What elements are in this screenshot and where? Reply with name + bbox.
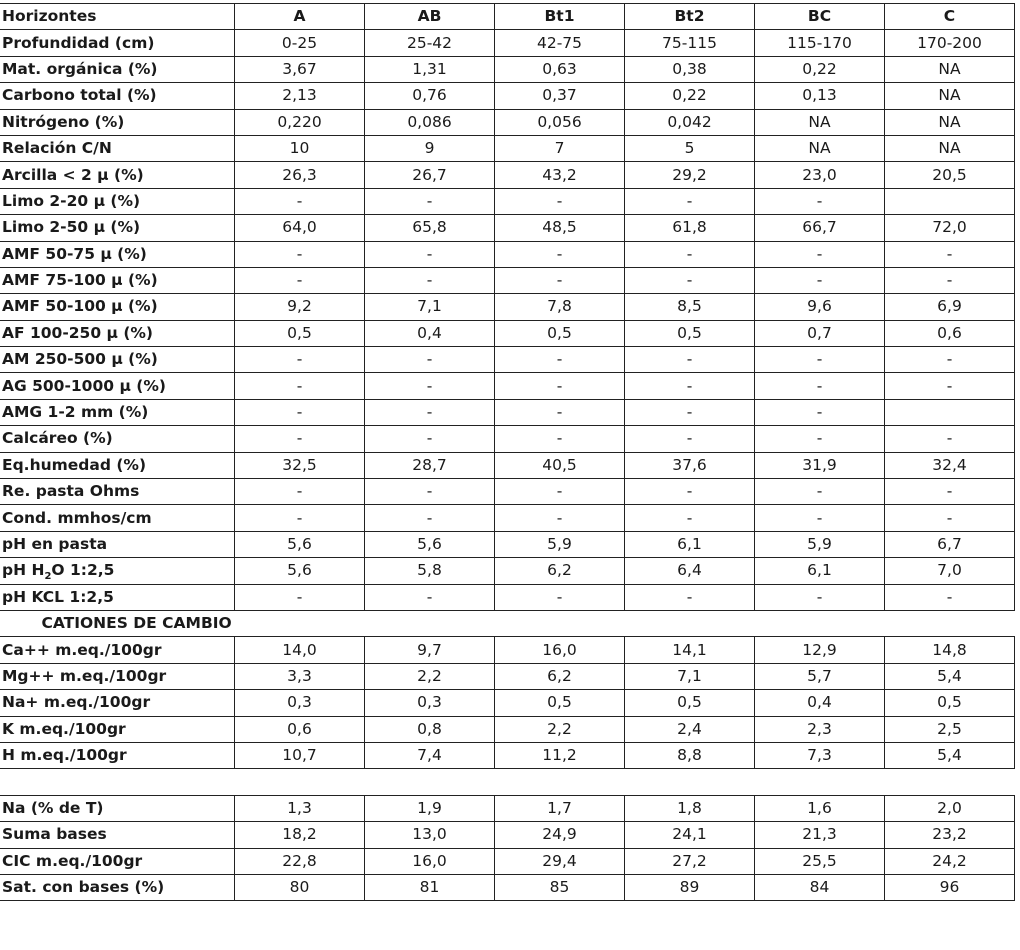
table-cell: 12,9 bbox=[755, 637, 885, 663]
table-cell: 0,5 bbox=[885, 690, 1015, 716]
section-title: CATIONES DE CAMBIO bbox=[41, 614, 232, 633]
table-cell: - bbox=[365, 241, 495, 267]
table-cell: - bbox=[495, 347, 625, 373]
table-cell: 20,5 bbox=[885, 162, 1015, 188]
row-label: Calcáreo (%) bbox=[0, 426, 235, 452]
table-cell: 7,8 bbox=[495, 294, 625, 320]
table-cell: 6,2 bbox=[495, 558, 625, 584]
table-cell: 24,9 bbox=[495, 822, 625, 848]
table-cell: - bbox=[495, 584, 625, 610]
table-cell: - bbox=[755, 241, 885, 267]
table-cell: 3,67 bbox=[235, 56, 365, 82]
table-cell: - bbox=[365, 188, 495, 214]
row-label: CIC m.eq./100gr bbox=[0, 848, 235, 874]
column-header-bt2: Bt2 bbox=[625, 4, 755, 30]
table-cell: 28,7 bbox=[365, 452, 495, 478]
row-label: K m.eq./100gr bbox=[0, 716, 235, 742]
table-row bbox=[0, 188, 1015, 214]
table-row bbox=[0, 822, 1015, 848]
table-cell: 3,3 bbox=[235, 663, 365, 689]
section-header-row bbox=[0, 610, 1015, 636]
table-cell: 22,8 bbox=[235, 848, 365, 874]
row-label: Limo 2-20 µ (%) bbox=[0, 188, 235, 214]
table-cell: - bbox=[885, 241, 1015, 267]
table-cell: NA bbox=[885, 109, 1015, 135]
table-row bbox=[0, 347, 1015, 373]
table-cell: 0,3 bbox=[365, 690, 495, 716]
table-cell: - bbox=[625, 479, 755, 505]
column-header-bt1: Bt1 bbox=[495, 4, 625, 30]
row-label: Na+ m.eq./100gr bbox=[0, 690, 235, 716]
table-cell: 2,2 bbox=[365, 663, 495, 689]
table-cell: 0,76 bbox=[365, 83, 495, 109]
table-cell: 2,0 bbox=[885, 795, 1015, 821]
table-cell: 16,0 bbox=[495, 637, 625, 663]
table-cell: 23,0 bbox=[755, 162, 885, 188]
table-cell: 32,5 bbox=[235, 452, 365, 478]
table-row bbox=[0, 30, 1015, 56]
table-cell: 0,5 bbox=[235, 320, 365, 346]
table-cell: 1,8 bbox=[625, 795, 755, 821]
summary-body bbox=[0, 795, 1015, 901]
table-cell: 0,4 bbox=[365, 320, 495, 346]
table-cell: 14,0 bbox=[235, 637, 365, 663]
table-cell: - bbox=[235, 479, 365, 505]
table-cell: 29,4 bbox=[495, 848, 625, 874]
table-cell: 66,7 bbox=[755, 215, 885, 241]
table-row bbox=[0, 109, 1015, 135]
table-cell: - bbox=[365, 505, 495, 531]
table-cell: - bbox=[235, 347, 365, 373]
table-cell: - bbox=[495, 399, 625, 425]
table-cell: 0,22 bbox=[755, 56, 885, 82]
table-cell: 9 bbox=[365, 135, 495, 161]
table-row bbox=[0, 83, 1015, 109]
table-cell: 7,0 bbox=[885, 558, 1015, 584]
table-cell: 0,8 bbox=[365, 716, 495, 742]
table-cell: 65,8 bbox=[365, 215, 495, 241]
table-cell: 8,8 bbox=[625, 742, 755, 768]
table-cell: 0,6 bbox=[885, 320, 1015, 346]
table-cell: - bbox=[755, 347, 885, 373]
table-cell: 42-75 bbox=[495, 30, 625, 56]
column-header-bc: BC bbox=[755, 4, 885, 30]
table-cell: 48,5 bbox=[495, 215, 625, 241]
row-label: Limo 2-50 µ (%) bbox=[0, 215, 235, 241]
table-cell: 0-25 bbox=[235, 30, 365, 56]
table-cell: 0,7 bbox=[755, 320, 885, 346]
soil-analysis-table bbox=[0, 3, 1015, 901]
row-label: Cond. mmhos/cm bbox=[0, 505, 235, 531]
table-cell: - bbox=[235, 267, 365, 293]
row-label: Ca++ m.eq./100gr bbox=[0, 637, 235, 663]
table-cell: 5,4 bbox=[885, 742, 1015, 768]
table-cell: 5,6 bbox=[235, 558, 365, 584]
table-cell: 5,9 bbox=[755, 531, 885, 557]
table-cell: 14,8 bbox=[885, 637, 1015, 663]
row-label: AG 500-1000 µ (%) bbox=[0, 373, 235, 399]
table-row bbox=[0, 637, 1015, 663]
table-cell: - bbox=[235, 373, 365, 399]
table-cell: - bbox=[235, 241, 365, 267]
table-cell: 0,5 bbox=[495, 690, 625, 716]
table-cell: 0,5 bbox=[625, 690, 755, 716]
table-cell: 5,9 bbox=[495, 531, 625, 557]
table-cell: - bbox=[755, 479, 885, 505]
table-cell: - bbox=[755, 426, 885, 452]
table-cell: 7,1 bbox=[365, 294, 495, 320]
table-cell bbox=[885, 188, 1015, 214]
table-cell: 0,042 bbox=[625, 109, 755, 135]
table-cell: - bbox=[625, 505, 755, 531]
row-label: AMF 50-100 µ (%) bbox=[0, 294, 235, 320]
table-cell: 0,13 bbox=[755, 83, 885, 109]
row-label: Re. pasta Ohms bbox=[0, 479, 235, 505]
table-cell: 7,3 bbox=[755, 742, 885, 768]
table-cell: 11,2 bbox=[495, 742, 625, 768]
table-cell: 31,9 bbox=[755, 452, 885, 478]
table-cell: - bbox=[755, 267, 885, 293]
cations-body bbox=[0, 637, 1015, 769]
table-cell: 0,6 bbox=[235, 716, 365, 742]
table-cell: - bbox=[365, 479, 495, 505]
table-row bbox=[0, 742, 1015, 768]
table-cell: - bbox=[885, 267, 1015, 293]
table-cell: 5,6 bbox=[365, 531, 495, 557]
table-cell: 0,5 bbox=[625, 320, 755, 346]
table-row bbox=[0, 426, 1015, 452]
table-row bbox=[0, 848, 1015, 874]
table-cell: 26,3 bbox=[235, 162, 365, 188]
table-cell: - bbox=[235, 505, 365, 531]
table-row bbox=[0, 505, 1015, 531]
table-cell: - bbox=[235, 188, 365, 214]
spacer-row bbox=[0, 769, 1015, 795]
row-label: AF 100-250 µ (%) bbox=[0, 320, 235, 346]
table-cell: 1,3 bbox=[235, 795, 365, 821]
table-cell: 16,0 bbox=[365, 848, 495, 874]
table-cell: 0,220 bbox=[235, 109, 365, 135]
table-cell: - bbox=[495, 505, 625, 531]
table-cell: - bbox=[625, 241, 755, 267]
table-cell: 2,2 bbox=[495, 716, 625, 742]
table-cell: 29,2 bbox=[625, 162, 755, 188]
table-cell: - bbox=[495, 373, 625, 399]
table-row bbox=[0, 135, 1015, 161]
table-cell: - bbox=[755, 505, 885, 531]
table-row bbox=[0, 874, 1015, 900]
table-cell: - bbox=[885, 373, 1015, 399]
spacer-section bbox=[0, 769, 1015, 795]
table-cell: - bbox=[755, 584, 885, 610]
table-cell: 170-200 bbox=[885, 30, 1015, 56]
table-cell: 7,4 bbox=[365, 742, 495, 768]
table-cell: - bbox=[625, 267, 755, 293]
table-cell: 2,3 bbox=[755, 716, 885, 742]
table-row bbox=[0, 399, 1015, 425]
table-cell: 64,0 bbox=[235, 215, 365, 241]
table-cell: NA bbox=[755, 109, 885, 135]
table-row bbox=[0, 690, 1015, 716]
table-cell: 1,6 bbox=[755, 795, 885, 821]
table-cell: 115-170 bbox=[755, 30, 885, 56]
table-cell: 96 bbox=[885, 874, 1015, 900]
table-cell: 26,7 bbox=[365, 162, 495, 188]
table-cell: 14,1 bbox=[625, 637, 755, 663]
table-cell: - bbox=[755, 373, 885, 399]
table-row bbox=[0, 294, 1015, 320]
table-row bbox=[0, 215, 1015, 241]
table-cell: 8,5 bbox=[625, 294, 755, 320]
table-cell: 0,056 bbox=[495, 109, 625, 135]
row-label: AMF 50-75 µ (%) bbox=[0, 241, 235, 267]
row-label: Na (% de T) bbox=[0, 795, 235, 821]
table-cell: 9,6 bbox=[755, 294, 885, 320]
row-label: pH KCL 1:2,5 bbox=[0, 584, 235, 610]
table-cell: 6,2 bbox=[495, 663, 625, 689]
row-label: Nitrógeno (%) bbox=[0, 109, 235, 135]
table-cell: - bbox=[365, 267, 495, 293]
row-label: H m.eq./100gr bbox=[0, 742, 235, 768]
row-label: Arcilla < 2 µ (%) bbox=[0, 162, 235, 188]
table-cell: 0,4 bbox=[755, 690, 885, 716]
table-cell: NA bbox=[755, 135, 885, 161]
table-cell: 0,63 bbox=[495, 56, 625, 82]
table-row bbox=[0, 479, 1015, 505]
row-label: Sat. con bases (%) bbox=[0, 874, 235, 900]
table-cell: - bbox=[495, 267, 625, 293]
table-cell: - bbox=[625, 188, 755, 214]
table-cell: - bbox=[365, 399, 495, 425]
table-cell: 10 bbox=[235, 135, 365, 161]
table-cell: 2,13 bbox=[235, 83, 365, 109]
column-header-a: A bbox=[235, 4, 365, 30]
table-cell: - bbox=[625, 347, 755, 373]
table-cell: 6,4 bbox=[625, 558, 755, 584]
column-header-horizontes: Horizontes bbox=[0, 4, 235, 30]
table-cell: - bbox=[365, 347, 495, 373]
table-cell: 2,5 bbox=[885, 716, 1015, 742]
table-cell: NA bbox=[885, 135, 1015, 161]
column-header-ab: AB bbox=[365, 4, 495, 30]
table-cell: 24,1 bbox=[625, 822, 755, 848]
table-cell bbox=[885, 399, 1015, 425]
row-label: Mat. orgánica (%) bbox=[0, 56, 235, 82]
table-cell: 75-115 bbox=[625, 30, 755, 56]
table-cell: 32,4 bbox=[885, 452, 1015, 478]
table-row bbox=[0, 320, 1015, 346]
table-cell: - bbox=[885, 426, 1015, 452]
table-cell: - bbox=[885, 479, 1015, 505]
table-cell: - bbox=[625, 426, 755, 452]
row-label: AMG 1-2 mm (%) bbox=[0, 399, 235, 425]
properties-body bbox=[0, 30, 1015, 611]
table-cell: 25,5 bbox=[755, 848, 885, 874]
table-cell: 5,4 bbox=[885, 663, 1015, 689]
table-cell: 85 bbox=[495, 874, 625, 900]
table-cell: 37,6 bbox=[625, 452, 755, 478]
table-header-row bbox=[0, 4, 1015, 30]
table-cell: 5,8 bbox=[365, 558, 495, 584]
table-row bbox=[0, 663, 1015, 689]
table-cell: 0,38 bbox=[625, 56, 755, 82]
table-cell: 7 bbox=[495, 135, 625, 161]
table-cell: 1,9 bbox=[365, 795, 495, 821]
table-cell: - bbox=[495, 241, 625, 267]
table-cell: 5 bbox=[625, 135, 755, 161]
row-label: Profundidad (cm) bbox=[0, 30, 235, 56]
table-cell: 24,2 bbox=[885, 848, 1015, 874]
table-cell: - bbox=[365, 426, 495, 452]
table-row bbox=[0, 558, 1015, 584]
table-cell: 2,4 bbox=[625, 716, 755, 742]
table-cell: 72,0 bbox=[885, 215, 1015, 241]
table-cell: 43,2 bbox=[495, 162, 625, 188]
table-cell: - bbox=[495, 188, 625, 214]
table-cell: - bbox=[885, 505, 1015, 531]
table-cell: 1,7 bbox=[495, 795, 625, 821]
row-label: Suma bases bbox=[0, 822, 235, 848]
row-label: pH $H_2O$ 1:2,5 bbox=[0, 558, 235, 584]
row-label: Relación C/N bbox=[0, 135, 235, 161]
table-cell: 5,7 bbox=[755, 663, 885, 689]
table-cell: - bbox=[625, 584, 755, 610]
table-row bbox=[0, 373, 1015, 399]
table-cell: 9,7 bbox=[365, 637, 495, 663]
table-row bbox=[0, 584, 1015, 610]
table-cell: NA bbox=[885, 56, 1015, 82]
table-cell: 5,6 bbox=[235, 531, 365, 557]
table-cell: 25-42 bbox=[365, 30, 495, 56]
table-cell: 0,3 bbox=[235, 690, 365, 716]
table-cell: - bbox=[755, 188, 885, 214]
table-row bbox=[0, 241, 1015, 267]
table-cell: - bbox=[885, 584, 1015, 610]
table-cell: 61,8 bbox=[625, 215, 755, 241]
table-cell: 40,5 bbox=[495, 452, 625, 478]
table-cell: - bbox=[495, 479, 625, 505]
table-cell: - bbox=[365, 584, 495, 610]
column-header-c: C bbox=[885, 4, 1015, 30]
table-cell: - bbox=[885, 347, 1015, 373]
table-cell: 84 bbox=[755, 874, 885, 900]
table-cell: NA bbox=[885, 83, 1015, 109]
table-cell: - bbox=[625, 399, 755, 425]
table-row bbox=[0, 716, 1015, 742]
table-row bbox=[0, 795, 1015, 821]
table-cell: - bbox=[365, 373, 495, 399]
table-cell: 6,7 bbox=[885, 531, 1015, 557]
row-label: Eq.humedad (%) bbox=[0, 452, 235, 478]
table-cell: - bbox=[625, 373, 755, 399]
table-cell: 0,5 bbox=[495, 320, 625, 346]
table-cell: 10,7 bbox=[235, 742, 365, 768]
table-row bbox=[0, 452, 1015, 478]
table-row bbox=[0, 267, 1015, 293]
table-cell: - bbox=[235, 426, 365, 452]
row-label: Mg++ m.eq./100gr bbox=[0, 663, 235, 689]
table-cell: 7,1 bbox=[625, 663, 755, 689]
table-cell: - bbox=[235, 584, 365, 610]
table-cell: 21,3 bbox=[755, 822, 885, 848]
table-cell: 6,9 bbox=[885, 294, 1015, 320]
cations-section bbox=[0, 610, 1015, 636]
table-cell: - bbox=[755, 399, 885, 425]
table-cell: 0,22 bbox=[625, 83, 755, 109]
table-cell: 1,31 bbox=[365, 56, 495, 82]
table-cell: - bbox=[495, 426, 625, 452]
table-cell: 13,0 bbox=[365, 822, 495, 848]
table-cell: 9,2 bbox=[235, 294, 365, 320]
table-row bbox=[0, 162, 1015, 188]
table-row bbox=[0, 531, 1015, 557]
table-cell: - bbox=[235, 399, 365, 425]
table-cell: 0,086 bbox=[365, 109, 495, 135]
table-cell: 80 bbox=[235, 874, 365, 900]
table-cell: 23,2 bbox=[885, 822, 1015, 848]
row-label: Carbono total (%) bbox=[0, 83, 235, 109]
row-label: AM 250-500 µ (%) bbox=[0, 347, 235, 373]
table-cell: 0,37 bbox=[495, 83, 625, 109]
table-cell: 6,1 bbox=[755, 558, 885, 584]
table-cell: 89 bbox=[625, 874, 755, 900]
table-cell: 18,2 bbox=[235, 822, 365, 848]
row-label: pH en pasta bbox=[0, 531, 235, 557]
table-row bbox=[0, 56, 1015, 82]
table-cell: 27,2 bbox=[625, 848, 755, 874]
row-label: AMF 75-100 µ (%) bbox=[0, 267, 235, 293]
table-cell: 6,1 bbox=[625, 531, 755, 557]
table-cell: 81 bbox=[365, 874, 495, 900]
